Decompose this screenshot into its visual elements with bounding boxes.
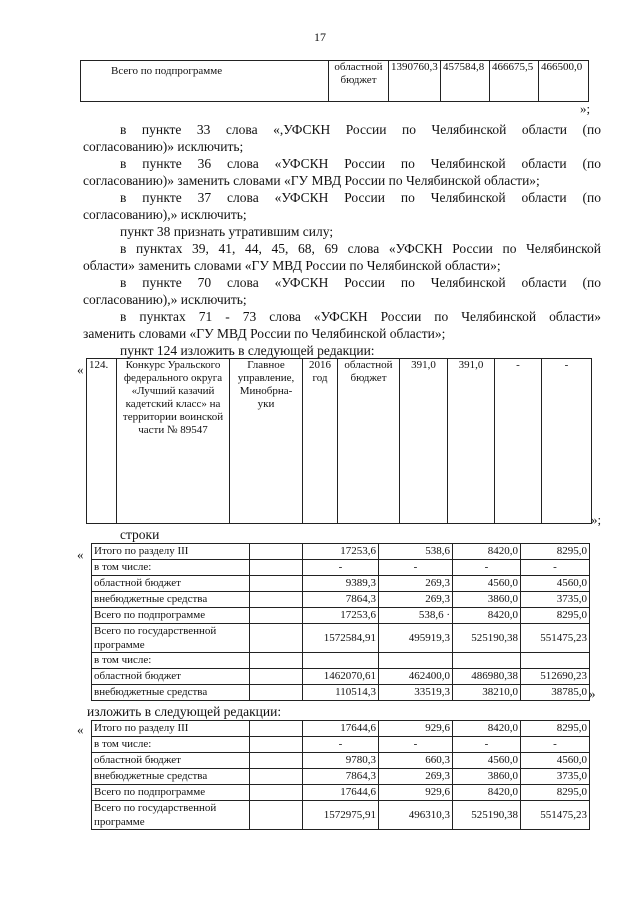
closing-quote: »;: [580, 101, 591, 116]
item-department: Главное управление, Минобрна-уки: [230, 359, 303, 524]
value-cell: 8295,0: [521, 785, 590, 801]
row-label: Всего по государственной программе: [92, 801, 250, 830]
row-label: в том числе:: [92, 653, 250, 669]
value-cell: 8420,0: [453, 608, 521, 624]
value-cell: 512690,23: [521, 669, 590, 685]
value-cell: 269,3: [379, 769, 453, 785]
empty-cell: [250, 576, 303, 592]
paragraph-line: пункт 124 изложить в следующей редакции:: [120, 343, 375, 358]
empty-cell: [250, 560, 303, 576]
table-row: [92, 801, 590, 830]
item-year: 2016 год: [303, 359, 338, 524]
empty-cell: [250, 685, 303, 701]
table-row: [92, 544, 590, 560]
value-cell: 660,3: [379, 753, 453, 769]
value-cell: [453, 653, 521, 669]
value-cell: -: [303, 737, 379, 753]
paragraph-line: согласованию)» исключить;: [83, 139, 244, 154]
empty-cell: [250, 624, 303, 653]
table-row: [92, 769, 590, 785]
value-cell: 3735,0: [521, 769, 590, 785]
empty-cell: [250, 737, 303, 753]
value-cell: 551475,23: [521, 801, 590, 830]
opening-quote: «: [77, 547, 84, 562]
table-row: [92, 592, 590, 608]
closing-quote: »;: [591, 512, 602, 527]
table-row: [92, 624, 590, 653]
value-cell: 486980,38: [453, 669, 521, 685]
value-cell: 1390760,3: [389, 61, 441, 102]
row-label: Всего по государственной программе: [92, 624, 250, 653]
value-cell: 7864,3: [303, 769, 379, 785]
row-label: в том числе:: [92, 737, 250, 753]
value-cell: -: [521, 560, 590, 576]
value-cell: -: [521, 737, 590, 753]
value-cell: 462400,0: [379, 669, 453, 685]
value-cell: 8295,0: [521, 544, 590, 560]
row-label: в том числе:: [92, 560, 250, 576]
row-label: внебюджетные средства: [92, 769, 250, 785]
value-cell: -: [379, 737, 453, 753]
item-number: 124.: [87, 359, 117, 524]
value-cell: 269,3: [379, 592, 453, 608]
value-cell: 8295,0: [521, 608, 590, 624]
value-cell: 3860,0: [453, 769, 521, 785]
item-124-table: [86, 358, 592, 524]
paragraph-line: строки: [120, 527, 160, 542]
value-cell: 495919,3: [379, 624, 453, 653]
table-row: [92, 576, 590, 592]
value-cell: 4560,0: [453, 753, 521, 769]
empty-cell: [250, 801, 303, 830]
value-cell: 17644,6: [303, 785, 379, 801]
value-cell: -: [303, 560, 379, 576]
empty-cell: [250, 669, 303, 685]
value-cell: 269,3: [379, 576, 453, 592]
table-row: [92, 560, 590, 576]
old-rows-table: [91, 543, 590, 701]
paragraph-line: согласованию)» заменить словами «ГУ МВД России по Челябинской области»;: [83, 173, 540, 188]
value-cell: -: [495, 359, 542, 524]
paragraph-line: заменить словами «ГУ МВД России по Челябинской области»;: [83, 326, 446, 341]
value-cell: 496310,3: [379, 801, 453, 830]
row-label: Итого по разделу III: [92, 721, 250, 737]
row-label: Всего по подпрограмме: [92, 785, 250, 801]
paragraph-line: согласованию),» исключить;: [83, 207, 247, 222]
funding-source: областной бюджет: [338, 359, 400, 524]
new-rows-table: [91, 720, 590, 830]
table-row: [92, 685, 590, 701]
table-row: [92, 608, 590, 624]
value-cell: 8420,0: [453, 785, 521, 801]
funding-source: областной бюджет: [329, 61, 389, 102]
opening-quote: «: [77, 722, 84, 737]
value-cell: 38785,0: [521, 685, 590, 701]
closing-quote: »: [589, 686, 596, 701]
table-row: [92, 737, 590, 753]
row-label: Итого по разделу III: [92, 544, 250, 560]
value-cell: 9780,3: [303, 753, 379, 769]
value-cell: 929,6: [379, 785, 453, 801]
row-label: областной бюджет: [92, 753, 250, 769]
value-cell: 538,6: [379, 544, 453, 560]
value-cell: 1572584,91: [303, 624, 379, 653]
empty-cell: [250, 653, 303, 669]
value-cell: 7864,3: [303, 592, 379, 608]
empty-cell: [250, 592, 303, 608]
value-cell: 8420,0: [453, 721, 521, 737]
table-row: [87, 359, 592, 524]
empty-cell: [250, 785, 303, 801]
page-number: 17: [314, 30, 326, 44]
value-cell: -: [379, 560, 453, 576]
table-row: [92, 721, 590, 737]
value-cell: 3735,0: [521, 592, 590, 608]
row-label: областной бюджет: [92, 576, 250, 592]
row-label: областной бюджет: [92, 669, 250, 685]
value-cell: 17253,6: [303, 544, 379, 560]
value-cell: [379, 653, 453, 669]
paragraph-line: в пункте 70 слова «УФСКН России по Челябинской области (по: [120, 275, 601, 290]
value-cell: -: [453, 560, 521, 576]
value-cell: 525190,38: [453, 801, 521, 830]
row-label: внебюджетные средства: [92, 592, 250, 608]
value-cell: 9389,3: [303, 576, 379, 592]
empty-cell: [250, 753, 303, 769]
value-cell: 457584,8: [441, 61, 490, 102]
paragraph-line: согласованию),» исключить;: [83, 292, 247, 307]
value-cell: 391,0: [400, 359, 448, 524]
subprogram-total-table: [80, 60, 589, 102]
value-cell: 17253,6: [303, 608, 379, 624]
value-cell: 551475,23: [521, 624, 590, 653]
paragraph-line: в пунктах 71 - 73 слова «УФСКН России по Челябинской области»: [120, 309, 601, 324]
value-cell: 538,6 ·: [379, 608, 453, 624]
value-cell: 391,0: [448, 359, 495, 524]
paragraph-line: в пунктах 39, 41, 44, 45, 68, 69 слова «УФСКН России по Челябинской: [120, 241, 601, 256]
table-row: [92, 785, 590, 801]
value-cell: 466500,0: [539, 61, 589, 102]
value-cell: 4560,0: [453, 576, 521, 592]
paragraph-line: области» заменить словами «ГУ МВД России по Челябинской области»;: [83, 258, 501, 273]
paragraph-line: в пункте 36 слова «УФСКН России по Челябинской области (по: [120, 156, 601, 171]
row-label: Всего по подпрограмме: [92, 608, 250, 624]
value-cell: [303, 653, 379, 669]
value-cell: 8295,0: [521, 721, 590, 737]
paragraph-line: пункт 38 признать утратившим силу;: [120, 224, 334, 239]
paragraph-line: изложить в следующей редакции:: [87, 704, 282, 719]
table-row: [92, 753, 590, 769]
table-row: [92, 653, 590, 669]
value-cell: -: [542, 359, 592, 524]
paragraph-line: в пункте 33 слова «,УФСКН России по Челябинской области (по: [120, 122, 601, 137]
value-cell: 4560,0: [521, 576, 590, 592]
row-label: Всего по подпрограмме: [81, 61, 329, 102]
table-row: [92, 669, 590, 685]
empty-cell: [250, 769, 303, 785]
value-cell: 1572975,91: [303, 801, 379, 830]
value-cell: 929,6: [379, 721, 453, 737]
value-cell: 3860,0: [453, 592, 521, 608]
value-cell: [521, 653, 590, 669]
value-cell: 4560,0: [521, 753, 590, 769]
value-cell: 525190,38: [453, 624, 521, 653]
row-label: внебюджетные средства: [92, 685, 250, 701]
value-cell: 38210,0: [453, 685, 521, 701]
table-row: [81, 61, 589, 102]
paragraph-line: в пункте 37 слова «УФСКН России по Челябинской области (по: [120, 190, 601, 205]
empty-cell: [250, 721, 303, 737]
empty-cell: [250, 608, 303, 624]
value-cell: 1462070,61: [303, 669, 379, 685]
opening-quote: «: [77, 362, 84, 377]
value-cell: -: [453, 737, 521, 753]
value-cell: 33519,3: [379, 685, 453, 701]
value-cell: 17644,6: [303, 721, 379, 737]
value-cell: 8420,0: [453, 544, 521, 560]
empty-cell: [250, 544, 303, 560]
value-cell: 466675,5: [490, 61, 539, 102]
item-name: Конкурс Уральского федерального округа «Лучший казачий кадетский класс» на территории воинской части № 89547: [117, 359, 230, 524]
value-cell: 110514,3: [303, 685, 379, 701]
